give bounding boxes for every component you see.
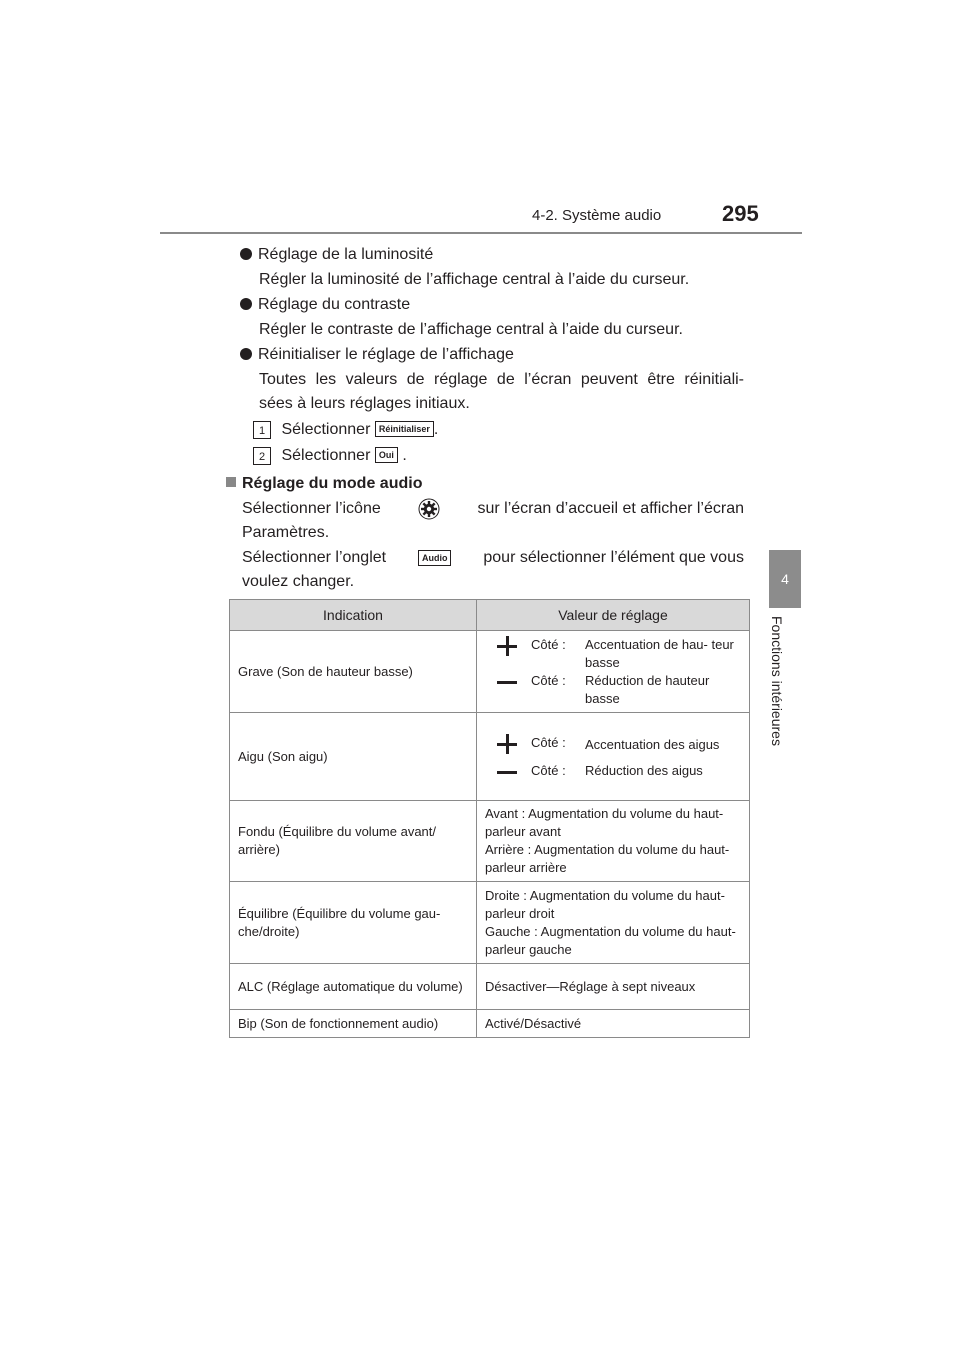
plus-desc: Accentuation des aigus [585,736,720,752]
bullet-dot [240,298,252,310]
side-label: Côté : [531,734,566,750]
bullet-contrast [240,293,410,317]
table-row [230,882,750,964]
audio-p1-suffix: sur l’écran d’accueil et afficher l’écran [477,500,744,517]
indication-cell: Aigu (Son aigu) [230,713,477,801]
bullet-text-line2: sées à leurs réglages initiaux. [259,395,470,412]
header-indication: Indication [230,600,477,631]
value-cell [477,631,750,713]
bullet-text-line1: Toutes les valeurs de réglage de l’écran peuvent être réinitiali- [259,371,744,388]
plus-icon [495,636,519,654]
side-label: Côté : [531,672,566,688]
reset-button[interactable]: Réinitialiser [375,421,434,437]
step-suffix: . [433,421,439,438]
step-prefix: Sélectionner [281,447,371,464]
indication-cell: Fondu (Équilibre du volume avant/ arrière) [230,801,477,882]
section-title: 4-2. Système audio [532,207,662,224]
bullet-title: Réglage de la luminosité [258,246,434,263]
minus-icon [495,762,519,780]
value-cell [477,713,750,801]
side-tab-number: 4 [769,550,801,608]
table-row [230,801,750,882]
bullet-reset [240,343,514,367]
audio-tab-button[interactable]: Audio [418,550,452,566]
indication-cell: Bip (Son de fonctionnement audio) [230,1010,477,1038]
value-cell [477,801,750,882]
table-row [230,964,750,1010]
gear-icon[interactable] [418,498,440,520]
side-tab-label-text: Fonctions intérieures [769,616,785,746]
bullet-brightness [240,243,433,267]
audio-p1-prefix: Sélectionner l’icône [242,500,381,517]
value-line: Droite : Augmentation du volume du haut-parleur droit [485,887,725,921]
audio-p2-prefix: Sélectionner l’onglet [242,549,387,566]
step-number: 2 [253,447,271,465]
table-row [230,1010,750,1038]
value-line: Gauche : Augmentation du volume du haut-parleur gauche [485,923,736,957]
value-line: Avant : Augmentation du volume du haut-parleur avant [485,806,724,839]
minus-icon [495,672,519,690]
value-cell: Activé/Désactivé [477,1010,750,1038]
square-bullet-icon [226,477,236,487]
bullet-dot [240,248,252,260]
audio-p2-line1 [242,546,744,570]
bullet-dot [240,348,252,360]
audio-p1-line1 [242,497,744,521]
value-cell [477,882,750,964]
page-number: 295 [722,201,759,226]
audio-settings-table [229,599,750,1038]
bullet-title: Réglage du contraste [258,296,411,313]
step-suffix: . [402,447,407,464]
table-row [230,713,750,801]
step-1 [253,418,438,442]
side-label: Côté : [531,762,566,778]
header-value: Valeur de réglage [477,600,750,631]
plus-desc: Accentuation de hau- teur basse [585,636,734,670]
minus-desc: Réduction de hauteur basse [585,672,710,706]
indication-cell: Grave (Son de hauteur basse) [230,631,477,713]
bullet-text: Régler le contraste de l’affichage central à l’aide du curseur. [259,321,683,338]
side-tab-label [769,616,797,816]
audio-p2-suffix: pour sélectionner l’élément que vous [483,549,744,566]
side-label: Côté : [531,636,566,652]
minus-desc: Réduction des aigus [585,762,703,778]
value-line: Arrière : Augmentation du volume du haut-parleur arrière [485,842,730,875]
audio-p2-line2: voulez changer. [242,573,355,590]
yes-button[interactable]: Oui [375,447,398,463]
audio-section-title [226,472,422,496]
step-2 [253,444,407,468]
bullet-title: Réinitialiser le réglage de l’affichage [258,346,514,363]
bullet-text: Régler la luminosité de l’affichage central à l’aide du curseur. [259,271,690,288]
step-number: 1 [253,421,271,439]
header-divider [160,232,802,234]
audio-p1-line2: Paramètres. [242,524,330,541]
plus-icon [495,734,519,752]
table-row [230,631,750,713]
step-prefix: Sélectionner [281,421,371,438]
audio-title-text: Réglage du mode audio [242,475,423,492]
table-header-row [230,600,750,631]
indication-cell: Équilibre (Équilibre du volume gau- che/droite) [230,882,477,964]
indication-cell: ALC (Réglage automatique du volume) [230,964,477,1010]
value-cell: Désactiver—Réglage à sept niveaux [477,964,750,1010]
